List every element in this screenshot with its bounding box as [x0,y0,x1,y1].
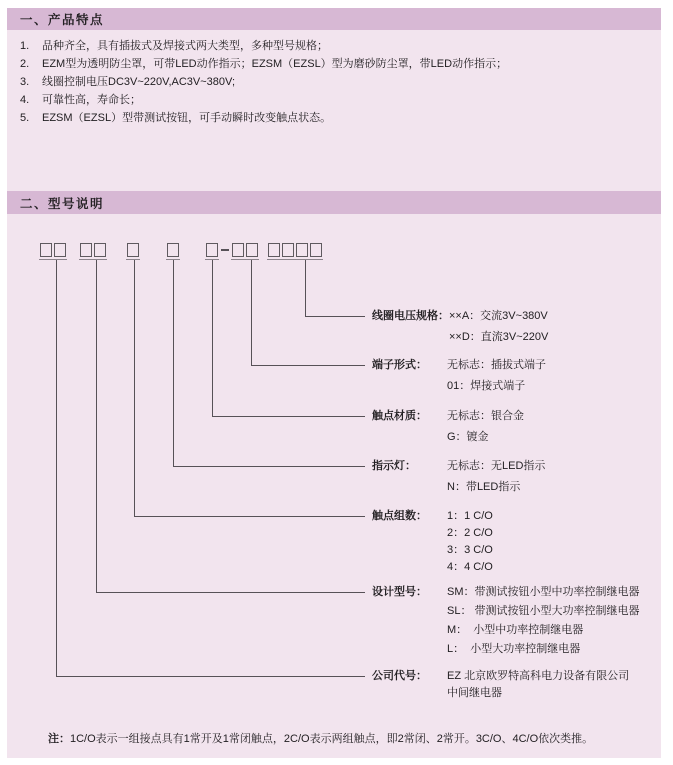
connector-line-horizontal [251,365,365,366]
model-code-box [206,243,218,257]
model-code-box [127,243,139,257]
feature-number: 1. [20,40,30,52]
spec-value: 1：1 C/O [447,510,493,522]
spec-values [447,406,524,448]
spec-values [447,508,493,576]
spec-row-design-model [372,583,640,659]
spec-row-indicator-lamp [372,456,545,498]
model-code-box [54,243,66,257]
feature-text: 可靠性高，寿命长； [42,94,141,106]
feature-number: 4. [20,94,30,106]
section2-header-bar [7,191,661,214]
spec-row-coil-voltage [372,306,548,348]
spec-label: 设计型号： [372,586,427,598]
connector-line-vertical [56,260,57,676]
spec-values [447,355,546,397]
spec-values [447,583,640,659]
footnote-text: 1C/O表示一组接点具有1常开及1常闭触点，2C/O表示两组触点，即2常闭、2常开。3C/O、4C/O依次类推。 [70,733,594,745]
connector-line-vertical [212,260,213,416]
spec-row-company-code [372,668,629,702]
spec-value: 3：3 C/O [447,544,493,556]
spec-value: 无标志：银合金 [447,410,524,422]
spec-value: EZ 北京欧罗特高科电力设备有限公司 [447,670,630,682]
feature-text: 品种齐全，具有插拔式及焊接式两大类型，多种型号规格； [42,40,328,52]
spec-row-contact-groups [372,508,493,576]
model-code-dash [221,249,229,251]
spec-value: 无标志：无LED指示 [447,460,546,472]
model-code-box [80,243,92,257]
spec-label: 触点材质： [372,410,427,422]
spec-label: 线圈电压规格： [372,310,449,322]
model-code-underline [79,259,107,260]
connector-line-vertical [134,260,135,516]
connector-line-horizontal [56,676,365,677]
model-code-box [94,243,106,257]
spec-value: SL： 带测试按钮小型大功率控制继电器 [447,605,640,617]
model-code-box [296,243,308,257]
spec-value: ××A：交流3V~380V [449,310,548,322]
connector-line-horizontal [212,416,365,417]
spec-label: 触点组数： [372,510,427,522]
connector-line-vertical [173,260,174,466]
spec-value: 01：焊接式端子 [447,380,526,392]
spec-value: 中间继电器 [447,687,502,699]
spec-label: 端子形式： [372,359,427,371]
feature-number: 3. [20,76,30,88]
model-code-underline [126,259,140,260]
connector-line-vertical [305,260,306,316]
connector-line-horizontal [96,592,365,593]
spec-value: 4：4 C/O [447,561,493,573]
spec-value: G：镀金 [447,431,489,443]
feature-number: 5. [20,112,30,124]
spec-values [449,306,548,348]
connector-line-vertical [96,260,97,592]
spec-row-terminal-type [372,355,546,397]
spec-label: 指示灯： [372,460,416,472]
model-code-box [282,243,294,257]
model-code-underline [267,259,323,260]
model-code-underline [39,259,67,260]
model-code-box [268,243,280,257]
spec-value: N：带LED指示 [447,481,521,493]
footnote-label: 注： [48,733,70,745]
connector-line-vertical [251,260,252,365]
spec-value: 无标志：插拔式端子 [447,359,546,371]
model-code-underline [231,259,259,260]
spec-value: SM：带测试按钮小型中功率控制继电器 [447,586,640,598]
spec-value: M： 小型中功率控制继电器 [447,624,584,636]
spec-value: ××D：直流3V~220V [449,331,549,343]
section1-title: 一、产品特点 [20,13,105,27]
connector-line-horizontal [305,316,365,317]
feature-number: 2. [20,58,30,70]
spec-values [447,456,545,498]
spec-values [447,668,629,702]
model-code-box [246,243,258,257]
spec-row-contact-material [372,406,524,448]
feature-text: EZSM（EZSL）型带测试按钮，可手动瞬时改变触点状态。 [42,112,332,124]
feature-text: EZM型为透明防尘罩，可带LED动作指示；EZSM（EZSL）型为磨砂防尘罩，带LED动作指示； [42,58,508,70]
connector-line-horizontal [134,516,365,517]
model-code-box [167,243,179,257]
model-code-box [232,243,244,257]
section2-title: 二、型号说明 [20,196,105,211]
connector-line-horizontal [173,466,365,467]
model-code-box [40,243,52,257]
spec-value: 2：2 C/O [447,527,493,539]
model-code-box [310,243,322,257]
section1-header-bar [7,8,661,30]
footnote [48,730,593,746]
feature-text: 线圈控制电压DC3V~220V,AC3V~380V; [42,76,235,88]
spec-value: L： 小型大功率控制继电器 [447,643,581,655]
spec-label: 公司代号： [372,670,427,682]
